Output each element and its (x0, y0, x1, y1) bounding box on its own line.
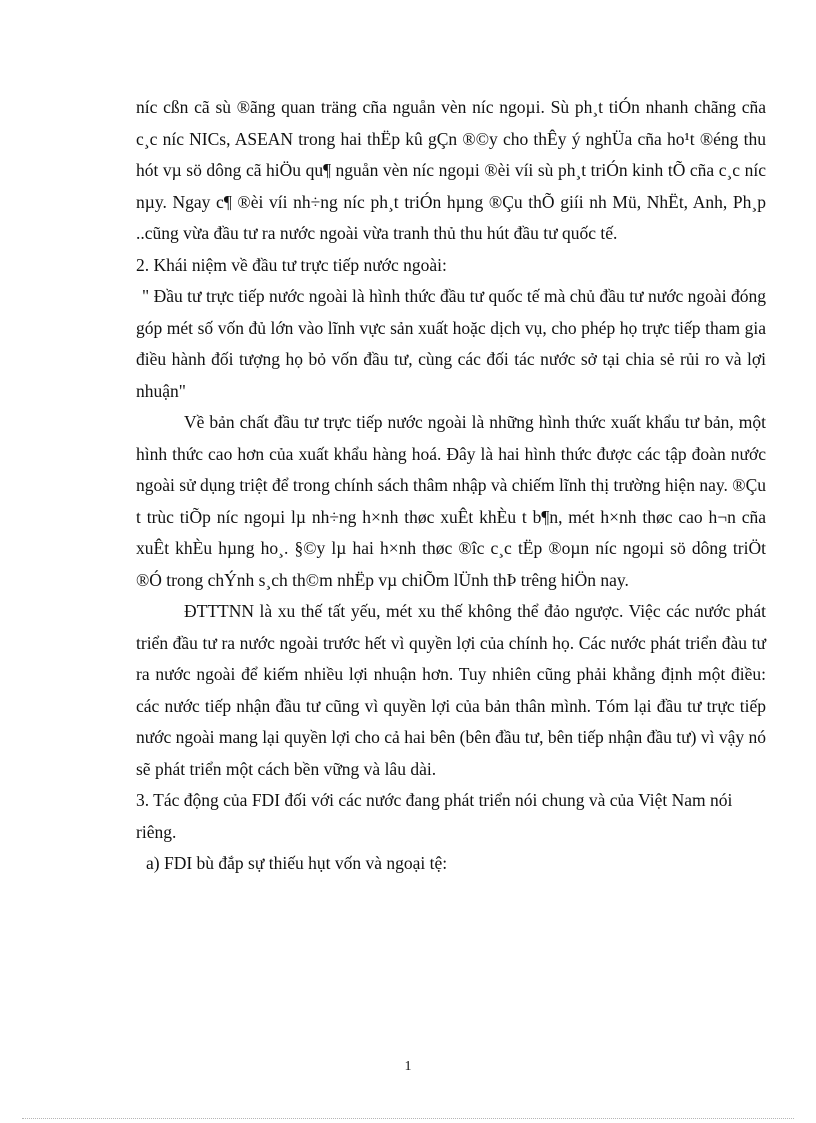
subsection-a-heading: a) FDI bù đắp sự thiếu hụt vốn và ngoại tệ: (146, 853, 448, 873)
trend-paragraph: ĐTTTNN là xu thế tất yếu, mét xu thế không thể đảo ngược. Việc các nước phát triển đầu tư ra nước ngoài trước hết vì quyền lợi của chính họ. Các nước phát triển đàu tư ra nước ngoài để kiếm nhiều lợi nhuận hơn. Tuy nhiên cũng phải khẳng định một điều: các nước tiếp nhận đầu tư cũng vì quyền lợi của bản thân mình. Tóm lại đầu tư trực tiếp nước ngoài mang lại quyền lợi cho cả hai bên (bên đầu tư, bên tiếp nhận đầu tư) vì vậy nó sẽ phát triển một cách bền vững và lâu dài. (136, 601, 766, 779)
section-2-heading: 2. Khái niệm về đầu tư trực tiếp nước ngoài: (136, 254, 447, 275)
page-body (136, 92, 766, 880)
intro-paragraph: níc cßn cã sù ®ãng quan träng cña nguån vèn níc ngoµi. Sù ph¸t tiÓn nhanh chãng cña c¸c níc NICs, ASEAN trong hai thËp kû gÇn ®©y cho thÊy ý nghÜa cña ho¹t ®éng thu hót vµ sö dông cã hiÖu qu¶ nguån vèn níc ngoµi ®èi víi sù ph¸t triÓn kinh tÕ cña c¸c níc nµy. Ngay c¶ ®èi víi nh÷ng níc ph¸t triÓn hµng ®Çu thÕ giíi nh Mü, NhËt, Anh, Ph¸p ..cũng vừa đầu tư ra nước ngoài vừa tranh thủ thu hút đầu tư quốc tế. (136, 97, 766, 243)
footer-divider (22, 1118, 794, 1119)
nature-paragraph: Về bản chất đầu tư trực tiếp nước ngoài là những hình thức xuất khẩu tư bản, một hình thức cao hơn của xuất khẩu hàng hoá. Đây là hai hình thức được các tập đoàn nước ngoài sử dụng triệt để trong chính sách thâm nhập và chiếm lĩnh thị trường hiện nay. ®Çu t trùc tiÕp níc ngoµi lµ nh÷ng h×nh thøc xuÊt khÈu t b¶n, mét h×nh thøc cao h¬n cña xuÊt khÈu hµng ho¸. §©y lµ hai h×nh thøc ®îc c¸c tËp ®oµn níc ngoµi sö dông triÖt ®Ó trong chÝnh s¸ch th©m nhËp vµ chiÕm lÜnh thÞ trêng hiÖn nay. (136, 412, 766, 590)
definition-quote: " Đầu tư trực tiếp nước ngoài là hình thức đầu tư quốc tế mà chủ đầu tư nước ngoài đóng góp mét số vốn đủ lớn vào lĩnh vực sản xuất hoặc dịch vụ, cho phép họ trực tiếp tham gia điều hành đối tượng họ bỏ vốn đầu tư, cùng các đối tác nước sở tại chia sẻ rủi ro và lợi nhuận" (136, 286, 766, 401)
page-number: 1 (404, 1059, 412, 1074)
section-3-heading: 3. Tác động của FDI đối với các nước đang phát triển nói chung và của Việt Nam nói riêng. (136, 790, 733, 842)
